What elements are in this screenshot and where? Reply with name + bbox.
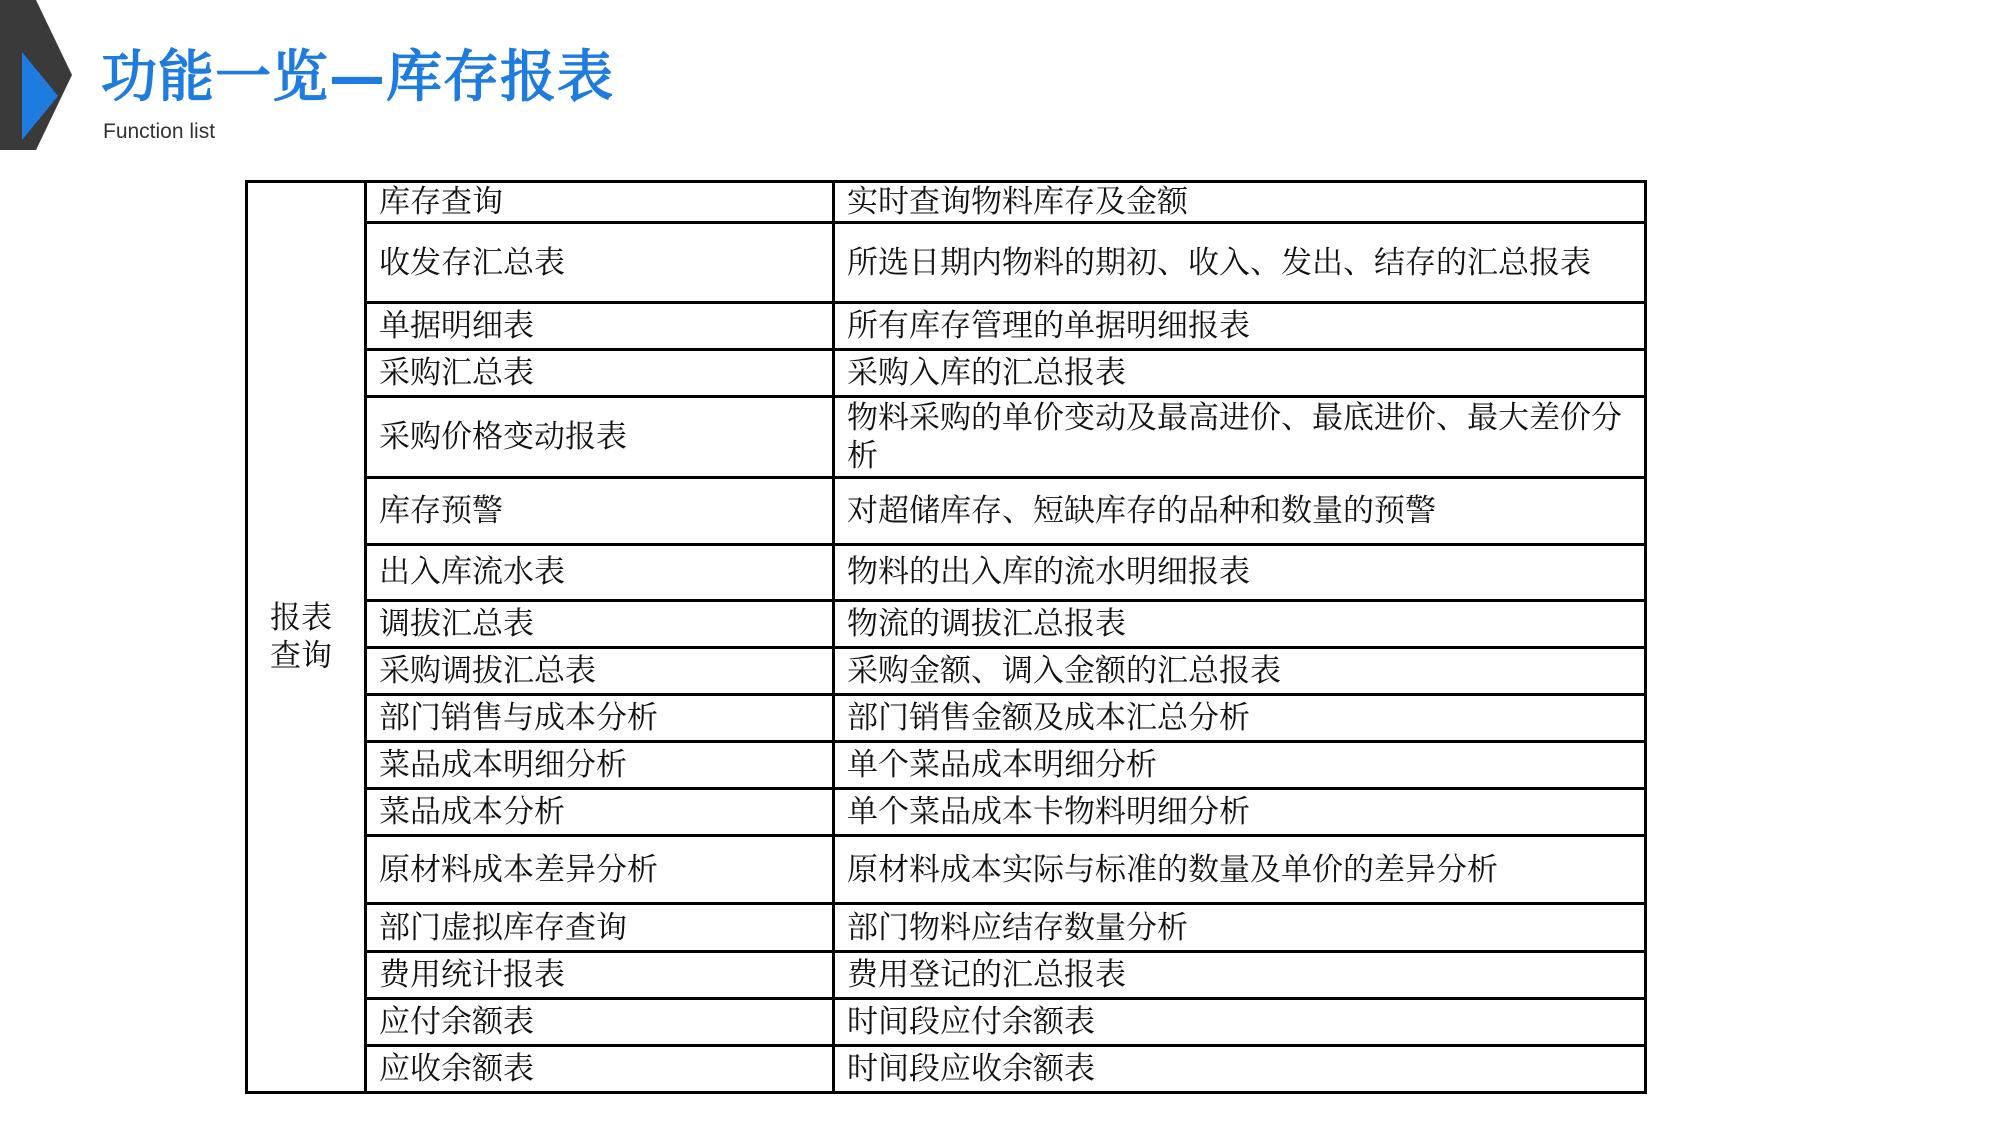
function-name: 采购汇总表 [366,350,834,397]
function-desc: 单个菜品成本明细分析 [834,742,1646,789]
function-name: 单据明细表 [366,303,834,350]
table-row [247,544,1646,600]
corner-arrow-icon [0,0,80,150]
function-name: 原材料成本差异分析 [366,836,834,904]
function-desc: 单个菜品成本卡物料明细分析 [834,789,1646,836]
function-desc: 部门物料应结存数量分析 [834,904,1646,951]
function-name: 菜品成本分析 [366,789,834,836]
table-row [247,951,1646,998]
page-title: 功能一览—库存报表 [101,45,614,110]
table-row [247,600,1646,647]
table-row [247,647,1646,694]
table-row [247,350,1646,397]
function-name: 应收余额表 [366,1045,834,1092]
function-name: 部门虚拟库存查询 [366,904,834,951]
function-name: 收发存汇总表 [366,223,834,303]
function-desc: 费用登记的汇总报表 [834,951,1646,998]
function-desc: 采购金额、调入金额的汇总报表 [834,647,1646,694]
function-name: 费用统计报表 [366,951,834,998]
function-name: 菜品成本明细分析 [366,742,834,789]
function-desc: 所有库存管理的单据明细报表 [834,303,1646,350]
table-row [247,904,1646,951]
function-name: 采购调拔汇总表 [366,647,834,694]
function-desc: 对超储库存、短缺库存的品种和数量的预警 [834,477,1646,544]
function-desc: 原材料成本实际与标准的数量及单价的差异分析 [834,836,1646,904]
function-desc: 物料采购的单价变动及最高进价、最底进价、最大差价分析 [834,397,1646,477]
table-row [247,477,1646,544]
table-row [247,998,1646,1045]
function-desc: 物料的出入库的流水明细报表 [834,544,1646,600]
table-row [247,223,1646,303]
function-name: 应付余额表 [366,998,834,1045]
function-desc: 所选日期内物料的期初、收入、发出、结存的汇总报表 [834,223,1646,303]
table-row [247,742,1646,789]
function-desc: 实时查询物料库存及金额 [834,182,1646,223]
function-name: 库存预警 [366,477,834,544]
function-desc: 时间段应付余额表 [834,998,1646,1045]
function-table [245,180,1647,1094]
table-row [247,1045,1646,1092]
table-row [247,836,1646,904]
page-subtitle: Function list [103,120,216,143]
function-name: 采购价格变动报表 [366,397,834,477]
table-row [247,695,1646,742]
function-desc: 部门销售金额及成本汇总分析 [834,695,1646,742]
category-cell: 报表查询 [247,182,366,1093]
table-row [247,182,1646,223]
table-row [247,789,1646,836]
function-desc: 物流的调拔汇总报表 [834,600,1646,647]
table-row [247,303,1646,350]
function-desc: 时间段应收余额表 [834,1045,1646,1092]
function-name: 调拔汇总表 [366,600,834,647]
function-desc: 采购入库的汇总报表 [834,350,1646,397]
table-row [247,397,1646,477]
function-name: 出入库流水表 [366,544,834,600]
function-name: 部门销售与成本分析 [366,695,834,742]
function-name: 库存查询 [366,182,834,223]
